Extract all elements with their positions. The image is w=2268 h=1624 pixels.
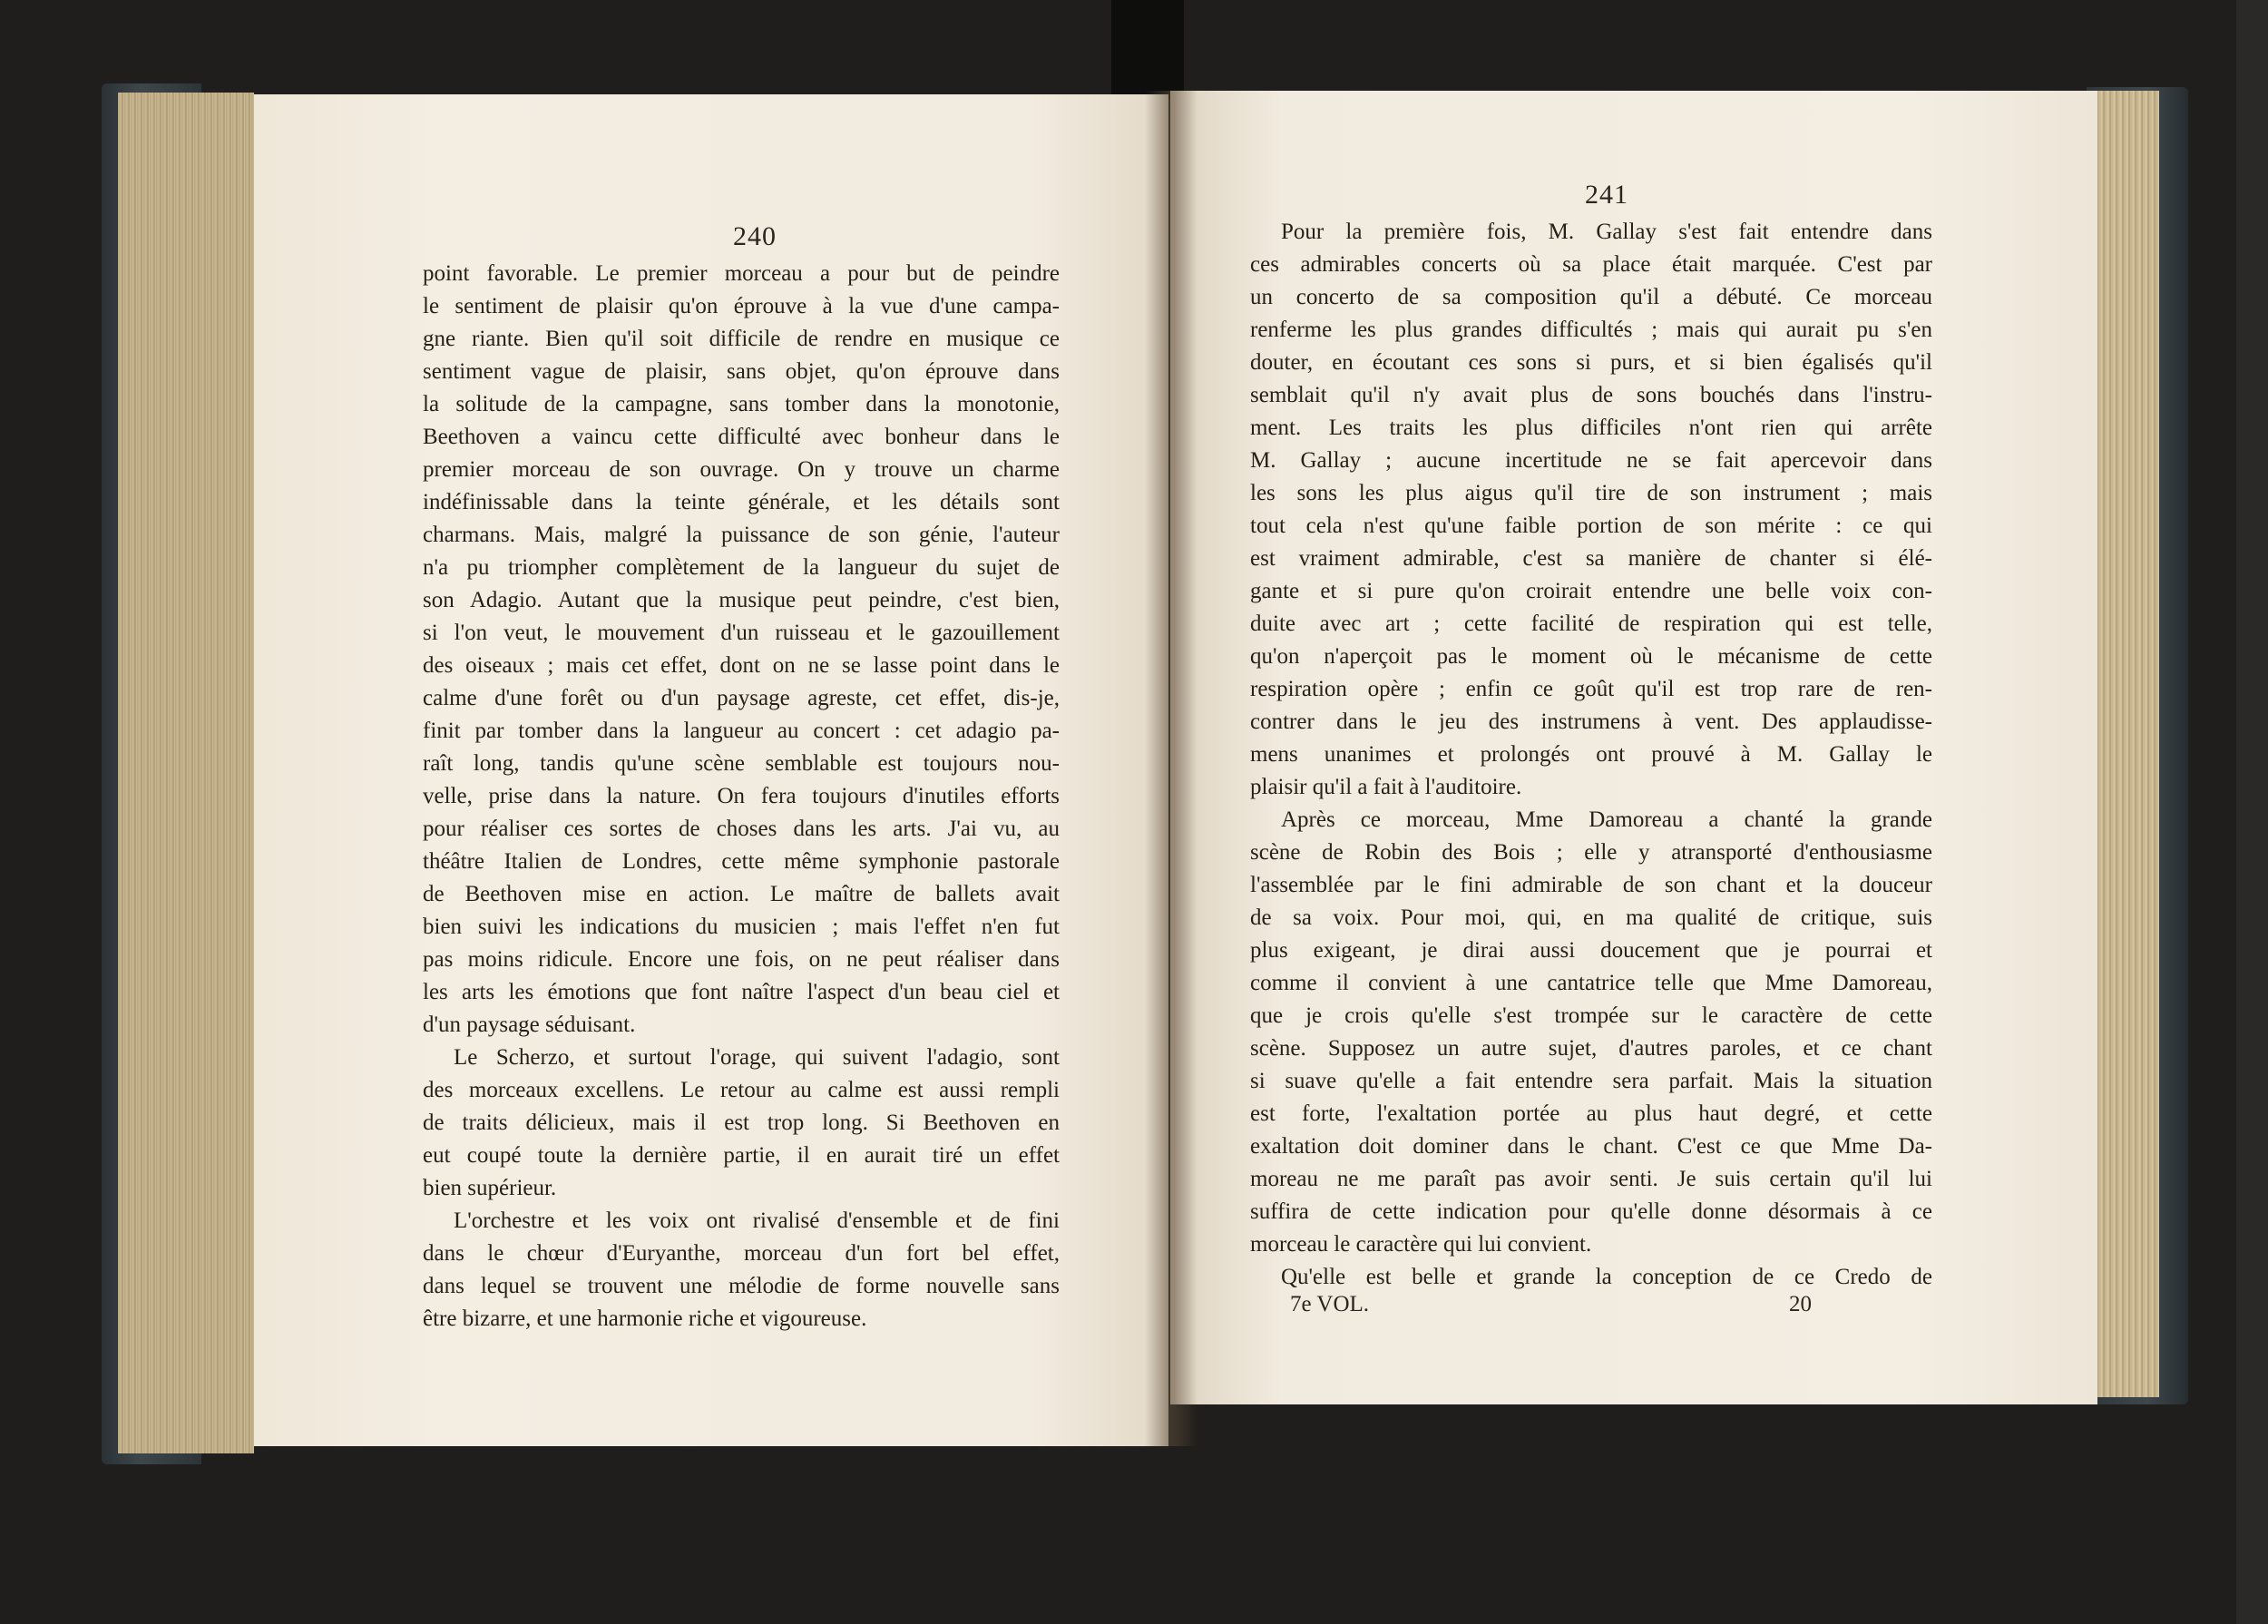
text-line: duite avec art ; cette facilité de respiration qui est telle, xyxy=(1250,611,1932,636)
text-line: charmans. Mais, malgré la puissance de son génie, l'auteur xyxy=(423,523,1060,547)
page-text xyxy=(423,258,1060,1335)
text-line: gne riante. Bien qu'il soit difficile de rendre en musique ce xyxy=(423,327,1060,351)
text-line: Le Scherzo, et surtout l'orage, qui suivent l'adagio, sont xyxy=(454,1045,1060,1070)
page-number: 241 xyxy=(1585,180,1628,210)
text-line: moreau ne me paraît pas avoir senti. Je suis certain qu'il lui xyxy=(1250,1167,1932,1191)
page-edges-right xyxy=(2087,91,2159,1397)
text-line: douter, en écoutant ces sons si purs, et si bien égalisés qu'il xyxy=(1250,350,1932,375)
page-edges-left xyxy=(118,93,254,1453)
text-line: des oiseaux ; mais cet effet, dont on ne se lasse point dans le xyxy=(423,653,1060,678)
book-gutter xyxy=(1145,91,1198,1446)
text-line: un concerto de sa composition qu'il a débuté. Ce morceau xyxy=(1250,285,1932,309)
text-line: eut coupé toute la dernière partie, il en aurait tiré un effet xyxy=(423,1143,1060,1168)
text-line: le sentiment de plaisir qu'on éprouve à la vue d'une campa- xyxy=(423,294,1060,318)
text-line: M. Gallay ; aucune incertitude ne se fait apercevoir dans xyxy=(1250,448,1932,473)
text-line: L'orchestre et les voix ont rivalisé d'ensemble et de fini xyxy=(454,1208,1060,1233)
text-line: de Beethoven mise en action. Le maître de ballets avait xyxy=(423,882,1060,906)
text-line: Pour la première fois, M. Gallay s'est fait entendre dans xyxy=(1281,220,1932,244)
text-line: raît long, tandis qu'une scène semblable est toujours nou- xyxy=(423,751,1060,776)
text-line: velle, prise dans la nature. On fera toujours d'inutiles efforts xyxy=(423,784,1060,808)
footer-volume: 7e VOL. xyxy=(1290,1292,1370,1316)
text-line: bien suivi les indications du musicien ; mais l'effet n'en fut xyxy=(423,915,1060,939)
background-right xyxy=(2236,0,2268,1624)
text-line: mens unanimes et prolongés ont prouvé à M. Gallay le xyxy=(1250,742,1932,767)
text-line: point favorable. Le premier morceau a pour but de peindre xyxy=(423,261,1060,286)
text-line: que je crois qu'elle s'est trompée sur le caractère de cette xyxy=(1250,1003,1932,1028)
text-line: d'un paysage séduisant. xyxy=(423,1013,636,1037)
text-line: son Adagio. Autant que la musique peut peindre, c'est bien, xyxy=(423,588,1060,612)
page-number: 240 xyxy=(733,221,777,251)
background-top xyxy=(1111,0,1184,100)
text-line: les sons les plus aigus qu'il tire de son instrument ; mais xyxy=(1250,481,1932,505)
text-line: sentiment vague de plaisir, sans objet, qu'on éprouve dans xyxy=(423,359,1060,384)
text-line: de traits délicieux, mais il est trop long. Si Beethoven en xyxy=(423,1110,1060,1135)
left-page xyxy=(254,94,1168,1446)
text-line: théâtre Italien de Londres, cette même symphonie pastorale xyxy=(423,849,1060,874)
text-line: plaisir qu'il a fait à l'auditoire. xyxy=(1250,775,1522,799)
text-line: premier morceau de son ouvrage. On y trouve un charme xyxy=(423,457,1060,482)
text-line: calme d'une forêt ou d'un paysage agreste, cet effet, dis-je, xyxy=(423,686,1060,710)
text-line: plus exigeant, je dirai aussi doucement que je pourrai et xyxy=(1250,938,1932,963)
footer-signature: 20 xyxy=(1789,1292,1812,1316)
text-line: respiration opère ; enfin ce goût qu'il est trop rare de ren- xyxy=(1250,677,1932,701)
text-line: être bizarre, et une harmonie riche et vigoureuse. xyxy=(423,1306,867,1331)
text-line: si suave qu'elle a fait entendre sera parfait. Mais la situation xyxy=(1250,1069,1932,1093)
text-line: si l'on veut, le mouvement d'un ruisseau et le gazouillement xyxy=(423,621,1060,645)
text-line: Beethoven a vaincu cette difficulté avec bonheur dans le xyxy=(423,425,1060,449)
text-line: les arts les émotions que font naître l'aspect d'un beau ciel et xyxy=(423,980,1060,1004)
text-line: indéfinissable dans la teinte générale, et les détails sont xyxy=(423,490,1060,514)
text-line: finit par tomber dans la langueur au concert : cet adagio pa- xyxy=(423,719,1060,743)
text-line: gante et si pure qu'on croirait entendre une belle voix con- xyxy=(1250,579,1932,603)
page-text xyxy=(1250,216,1932,1294)
text-line: scène. Supposez un autre sujet, d'autres paroles, et ce chant xyxy=(1250,1036,1932,1061)
text-line: contrer dans le jeu des instrumens à vent. Des applaudisse- xyxy=(1250,709,1932,734)
text-line: tout cela n'est qu'une faible portion de son mérite : ce qui xyxy=(1250,514,1932,538)
text-line: dans le chœur d'Euryanthe, morceau d'un fort bel effet, xyxy=(423,1241,1060,1266)
text-line: qu'on n'aperçoit pas le moment où le mécanisme de cette xyxy=(1250,644,1932,669)
text-line: Qu'elle est belle et grande la conception de ce Credo de xyxy=(1281,1265,1932,1289)
text-line: pour réaliser ces sortes de choses dans les arts. J'ai vu, au xyxy=(423,817,1060,841)
text-line: l'assemblée par le fini admirable de son chant et la douceur xyxy=(1250,873,1932,897)
text-line: dans lequel se trouvent une mélodie de forme nouvelle sans xyxy=(423,1274,1060,1298)
text-line: Après ce morceau, Mme Damoreau a chanté la grande xyxy=(1281,807,1932,832)
right-page xyxy=(1170,91,2097,1404)
text-line: est forte, l'exaltation portée au plus haut degré, et cette xyxy=(1250,1101,1932,1126)
text-line: n'a pu triompher complètement de la langueur du sujet de xyxy=(423,555,1060,580)
text-line: morceau le caractère qui lui convient. xyxy=(1250,1232,1592,1257)
text-line: semblait qu'il n'y avait plus de sons bouchés dans l'instru- xyxy=(1250,383,1932,407)
text-line: scène de Robin des Bois ; elle y atransporté d'enthousiasme xyxy=(1250,840,1932,865)
text-line: exaltation doit dominer dans le chant. C'est ce que Mme Da- xyxy=(1250,1134,1932,1159)
text-line: bien supérieur. xyxy=(423,1176,557,1200)
text-line: renferme les plus grandes difficultés ; mais qui aurait pu s'en xyxy=(1250,318,1932,342)
text-line: suffira de cette indication pour qu'elle donne désormais à ce xyxy=(1250,1199,1932,1224)
text-line: comme il convient à une cantatrice telle que Mme Damoreau, xyxy=(1250,971,1932,995)
text-line: pas moins ridicule. Encore une fois, on ne peut réaliser dans xyxy=(423,947,1060,972)
text-line: est vraiment admirable, c'est sa manière de chanter si élé- xyxy=(1250,546,1932,571)
text-line: des morceaux excellens. Le retour au calme est aussi rempli xyxy=(423,1078,1060,1102)
text-line: de sa voix. Pour moi, qui, en ma qualité de critique, suis xyxy=(1250,905,1932,930)
text-line: ment. Les traits les plus difficiles n'ont rien qui arrête xyxy=(1250,416,1932,440)
text-line: ces admirables concerts où sa place était marquée. C'est par xyxy=(1250,252,1932,277)
text-line: la solitude de la campagne, sans tomber dans la monotonie, xyxy=(423,392,1060,416)
